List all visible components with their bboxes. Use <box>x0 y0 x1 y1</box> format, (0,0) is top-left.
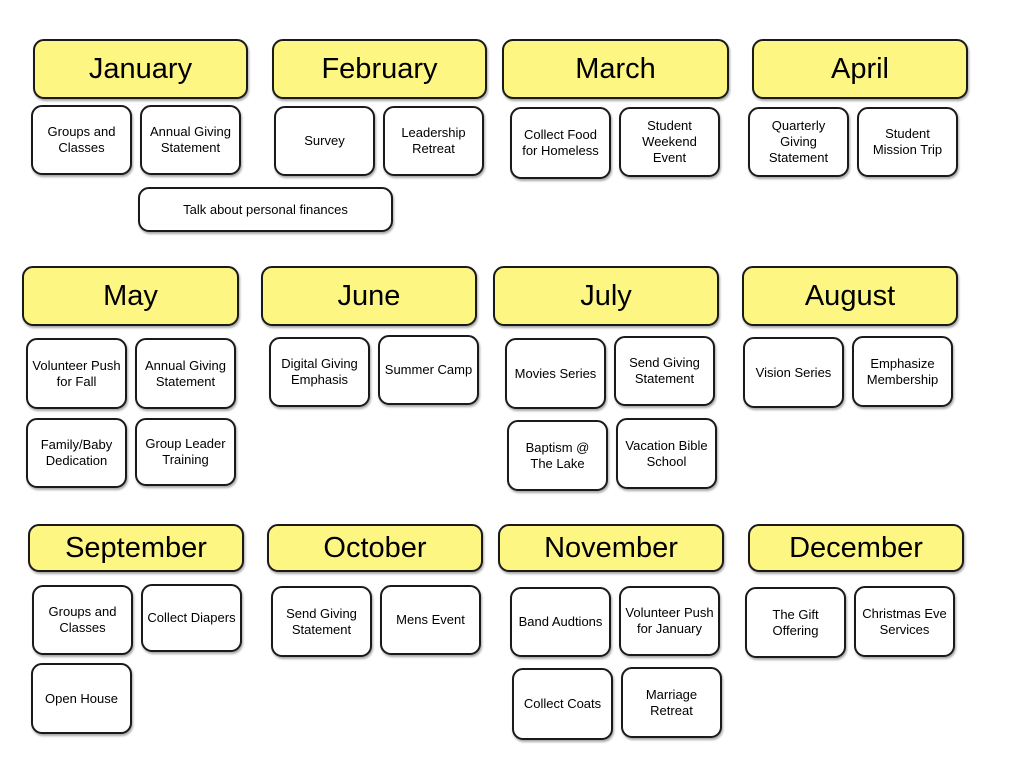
month-header-june: June <box>261 266 477 326</box>
event-may-annual-giving-statement: Annual Giving Statement <box>135 338 236 409</box>
month-header-march: March <box>502 39 729 99</box>
event-january-annual-giving-statement: Annual Giving Statement <box>140 105 241 175</box>
event-february-survey: Survey <box>274 106 375 176</box>
month-header-october: October <box>267 524 483 572</box>
event-february-leadership-retreat: Leadership Retreat <box>383 106 484 176</box>
event-july-baptism: Baptism @ The Lake <box>507 420 608 491</box>
event-april-quarterly-giving: Quarterly Giving Statement <box>748 107 849 177</box>
event-december-gift-offering: The Gift Offering <box>745 587 846 658</box>
event-august-vision-series: Vision Series <box>743 337 844 408</box>
event-august-emphasize-membership: Emphasize Membership <box>852 336 953 407</box>
event-july-movies-series: Movies Series <box>505 338 606 409</box>
event-may-group-leader-training: Group Leader Training <box>135 418 236 486</box>
event-july-vacation-bible-school: Vacation Bible School <box>616 418 717 489</box>
event-december-christmas-eve: Christmas Eve Services <box>854 586 955 657</box>
event-january-groups-and-classes: Groups and Classes <box>31 105 132 175</box>
event-may-family-baby-dedication: Family/Baby Dedication <box>26 418 127 488</box>
event-october-mens-event: Mens Event <box>380 585 481 655</box>
event-september-collect-diapers: Collect Diapers <box>141 584 242 652</box>
month-header-may: May <box>22 266 239 326</box>
event-january-personal-finances: Talk about personal finances <box>138 187 393 232</box>
event-september-open-house: Open House <box>31 663 132 734</box>
event-october-send-giving-statement: Send Giving Statement <box>271 586 372 657</box>
event-july-send-giving-statement: Send Giving Statement <box>614 336 715 406</box>
event-may-volunteer-push: Volunteer Push for Fall <box>26 338 127 409</box>
event-june-digital-giving: Digital Giving Emphasis <box>269 337 370 407</box>
event-november-marriage-retreat: Marriage Retreat <box>621 667 722 738</box>
month-header-september: September <box>28 524 244 572</box>
month-header-january: January <box>33 39 248 99</box>
month-header-november: November <box>498 524 724 572</box>
event-november-volunteer-push: Volunteer Push for January <box>619 586 720 656</box>
event-june-summer-camp: Summer Camp <box>378 335 479 405</box>
event-march-student-weekend: Student Weekend Event <box>619 107 720 177</box>
event-november-band-audtions: Band Audtions <box>510 587 611 657</box>
month-header-december: December <box>748 524 964 572</box>
event-april-student-mission-trip: Student Mission Trip <box>857 107 958 177</box>
month-header-april: April <box>752 39 968 99</box>
month-header-august: August <box>742 266 958 326</box>
event-november-collect-coats: Collect Coats <box>512 668 613 740</box>
month-header-july: July <box>493 266 719 326</box>
event-september-groups-and-classes: Groups and Classes <box>32 585 133 655</box>
month-header-february: February <box>272 39 487 99</box>
event-march-collect-food: Collect Food for Homeless <box>510 107 611 179</box>
